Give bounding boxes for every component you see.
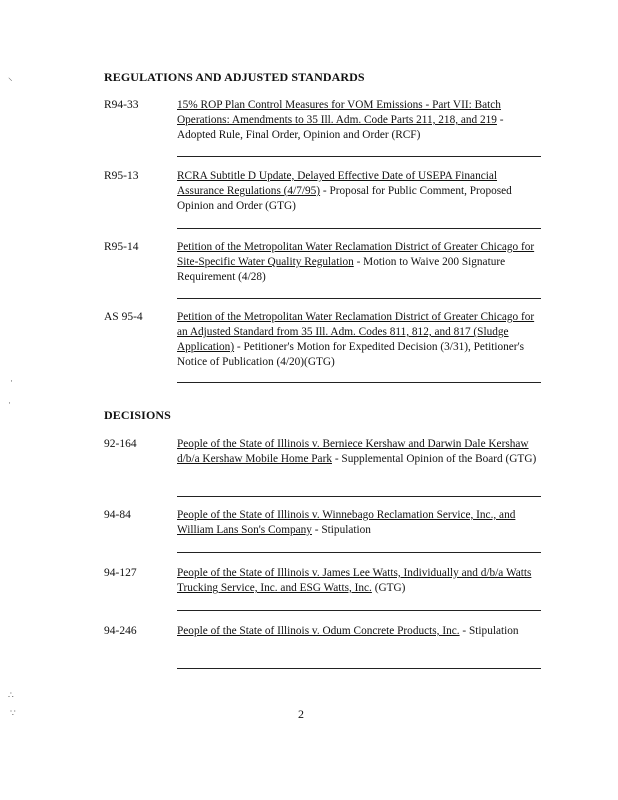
entry-text (177, 98, 544, 143)
case-caption: People of the State of Illinois v. Odum Concrete Products, Inc. (177, 625, 460, 637)
docket-number: 94-246 (104, 625, 137, 637)
separator-line (177, 228, 541, 229)
docket-number: AS 95-4 (104, 311, 143, 323)
case-caption: Petition of the Metropolitan Water Reclamation District of Greater Chicago for an Adjusted Standard from 35 Ill. Adm. Codes 811, 812, and 817 (Sludge Application) (177, 311, 535, 353)
entry-text (177, 508, 544, 538)
case-caption: 15% ROP Plan Control Measures for VOM Emissions - Part VII: Batch Operations: Amendments to 35 Ill. Adm. Code Parts 211, 218, and 219 (177, 99, 501, 126)
separator-line (177, 382, 541, 383)
docket-number: 92-164 (104, 438, 137, 450)
entry-text (177, 624, 544, 639)
separator-line (177, 610, 541, 611)
page-number: 2 (298, 707, 304, 721)
entry-text (177, 240, 544, 285)
separator-line (177, 156, 541, 157)
scan-artifact: ∵ (10, 708, 16, 718)
case-caption: People of the State of Illinois v. Winnebago Reclamation Service, Inc., and William Lans Son's Company (177, 509, 516, 536)
separator-line (177, 496, 541, 497)
entry-text (177, 437, 544, 467)
case-action: - Stipulation (459, 625, 519, 637)
case-caption: RCRA Subtitle D Update, Delayed Effective Date of USEPA Financial Assurance Regulations (4/7/95) (177, 170, 498, 197)
docket-number: 94-84 (104, 509, 131, 521)
docket-number: R95-13 (104, 170, 139, 182)
entry-text (177, 310, 544, 370)
case-action: - Motion to Waive 200 Signature Requirement (4/28) (177, 256, 506, 283)
docket-number: R95-14 (104, 241, 139, 253)
regulations-heading: REGULATIONS AND ADJUSTED STANDARDS (104, 70, 365, 84)
case-action: (GTG) (371, 582, 406, 594)
scan-artifact: · (8, 398, 11, 408)
entry-text (177, 169, 544, 214)
docket-number: R94-33 (104, 99, 139, 111)
case-action: - Petitioner's Motion for Expedited Decision (3/31), Petitioner's Notice of Publication (4/20)(GTG) (177, 341, 525, 368)
case-action: - Adopted Rule, Final Order, Opinion and Order (RCF) (177, 114, 504, 141)
decisions-heading: DECISIONS (104, 408, 171, 422)
scan-artifact: · (10, 376, 13, 386)
entry-text (177, 566, 544, 596)
docket-number: 94-127 (104, 567, 137, 579)
case-caption: Petition of the Metropolitan Water Reclamation District of Greater Chicago for Site-Specific Water Quality Regulation (177, 241, 535, 268)
case-action: - Supplemental Opinion of the Board (GTG) (332, 453, 537, 465)
case-action: - Stipulation (311, 524, 371, 536)
scan-artifact: ⸌ (8, 76, 13, 86)
case-caption: People of the State of Illinois v. James Lee Watts, Individually and d/b/a Watts Trucking Service, Inc. and ESG Watts, Inc. (177, 567, 532, 594)
case-caption: People of the State of Illinois v. Berniece Kershaw and Darwin Dale Kershaw d/b/a Kershaw Mobile Home Park (177, 438, 529, 465)
separator-line (177, 552, 541, 553)
separator-line (177, 668, 541, 669)
case-action: - Proposal for Public Comment, Proposed Opinion and Order (GTG) (177, 185, 512, 212)
separator-line (177, 298, 541, 299)
scan-artifact: ∴ (8, 690, 14, 700)
